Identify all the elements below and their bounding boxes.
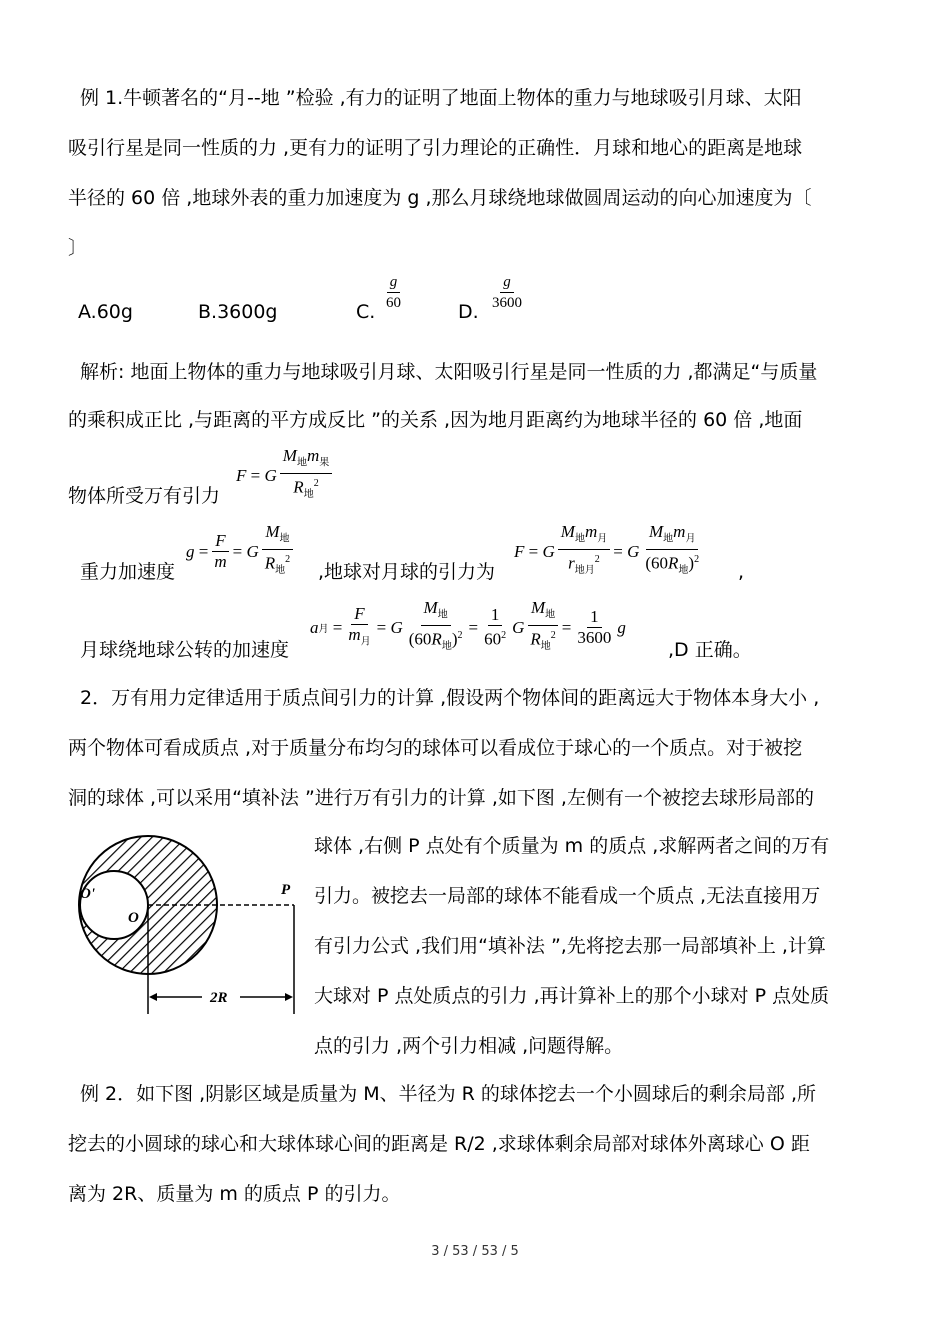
sec2-line-7: 大球对 P 点处质点的引力 ,再计算补上的那个小球对 P 点处质 xyxy=(314,985,830,1007)
ex2-line-2: 挖去的小圆球的球心和大球体球心间的距离是 R/2 ,求球体剩余局部对球体外离球心 O 距 xyxy=(68,1133,810,1155)
analysis-line-5b: ,D 正确。 xyxy=(668,639,752,661)
analysis-line-5a: 月球绕地球公转的加速度 xyxy=(80,639,290,661)
option-a: A.60g xyxy=(78,301,133,323)
label-p: P xyxy=(281,882,291,898)
ex1-line-3: 半径的 60 倍 ,地球外表的重力加速度为 g ,那么月球绕地球做圆周运动的向心加速度为〔 xyxy=(68,187,812,209)
ex2-line-1: 例 2．如下图 ,阴影区域是质量为 M、半径为 R 的球体挖去一个小圆球后的剩余局部 ,所 xyxy=(80,1083,817,1105)
analysis-line-2: 的乘积成正比 ,与距离的平方成反比 ”的关系 ,因为地月距离约为地球半径的 60 倍 ,地面 xyxy=(68,409,803,431)
ex1-line-2: 吸引行星是同一性质的力 ,更有力的证明了引力理论的正确性．月球和地心的距离是地球 xyxy=(68,137,803,159)
formula-moon-acceleration: a 月 = $\frac{F}{m_月}$ = G $\frac{M_地}{(60R_地)^2}$ = $\frac{1}{60^2}$ G $\frac{M_地}{R_地^2}$ = $\frac{1}{3600}$ g xyxy=(310,598,626,653)
option-c: C. xyxy=(356,301,376,323)
ex1-line-4: 〕 xyxy=(68,237,88,259)
sec2-line-3: 洞的球体 ,可以采用“填补法 ”进行万有引力的计算 ,如下图 ,左侧有一个被挖去球形局部的 xyxy=(68,787,814,809)
sec2-line-2: 两个物体可看成质点 ,对于质量分布均匀的球体可以看成位于球心的一个质点。对于被挖 xyxy=(68,737,803,759)
sec2-line-1: 2．万有用力定律适用于质点间引力的计算 ,假设两个物体间的距离远大于物体本身大小 , xyxy=(80,687,820,709)
page-footer: 3 / 53 / 53 / 5 xyxy=(431,1244,519,1259)
hollow-sphere-figure xyxy=(74,824,304,1020)
sec2-line-6: 有引力公式 ,我们用“填补法 ”,先将挖去那一局部填补上 ,计算 xyxy=(314,935,826,957)
option-d: D. xyxy=(458,301,479,323)
cavity-sphere xyxy=(80,871,148,939)
dimension-arrow-left xyxy=(149,993,157,1001)
label-o-prime: O' xyxy=(80,886,95,902)
option-d-fraction: $\frac{g}{3600}$ xyxy=(492,274,522,311)
sec2-line-5: 引力。被挖去一局部的球体不能看成一个质点 ,无法直接用万 xyxy=(314,885,821,907)
analysis-line-4c: , xyxy=(738,561,745,583)
analysis-line-3: 物体所受万有引力 xyxy=(68,485,221,507)
option-c-fraction: $\frac{g}{60}$ xyxy=(386,274,401,311)
formula-gravitation: F = G $\frac{M_地m_果}{R_地^2}$ xyxy=(236,446,335,505)
sec2-line-4: 球体 ,右侧 P 点处有个质量为 m 的质点 ,求解两者之间的万有 xyxy=(314,835,830,857)
label-2r: 2R xyxy=(210,990,228,1006)
option-b: B.3600g xyxy=(198,301,278,323)
formula-earth-moon-force: F = G $\frac{M_地m_月}{r_{地月}^2}$ = G $\frac{M_地m_月}{(60R_地)^2}$ xyxy=(514,522,700,577)
ex1-line-1: 例 1.牛顿著名的“月--地 ”检验 ,有力的证明了地面上物体的重力与地球吸引月球、太阳 xyxy=(80,87,802,109)
sec2-line-8: 点的引力 ,两个引力相减 ,问题得解。 xyxy=(314,1035,624,1057)
ex2-line-3: 离为 2R、质量为 m 的质点 P 的引力。 xyxy=(68,1183,401,1205)
analysis-line-1: 解析: 地面上物体的重力与地球吸引月球、太阳吸引行星是同一性质的力 ,都满足“与质量 xyxy=(80,361,818,383)
label-o: O xyxy=(128,910,139,926)
analysis-line-4b: ,地球对月球的引力为 xyxy=(318,561,496,583)
analysis-line-4a: 重力加速度 xyxy=(80,561,176,583)
dimension-arrow-right xyxy=(285,993,293,1001)
formula-gravity-acceleration: g = $\frac{F}{m}$ = G $\frac{M_地}{R_地^2}$ xyxy=(186,522,296,581)
